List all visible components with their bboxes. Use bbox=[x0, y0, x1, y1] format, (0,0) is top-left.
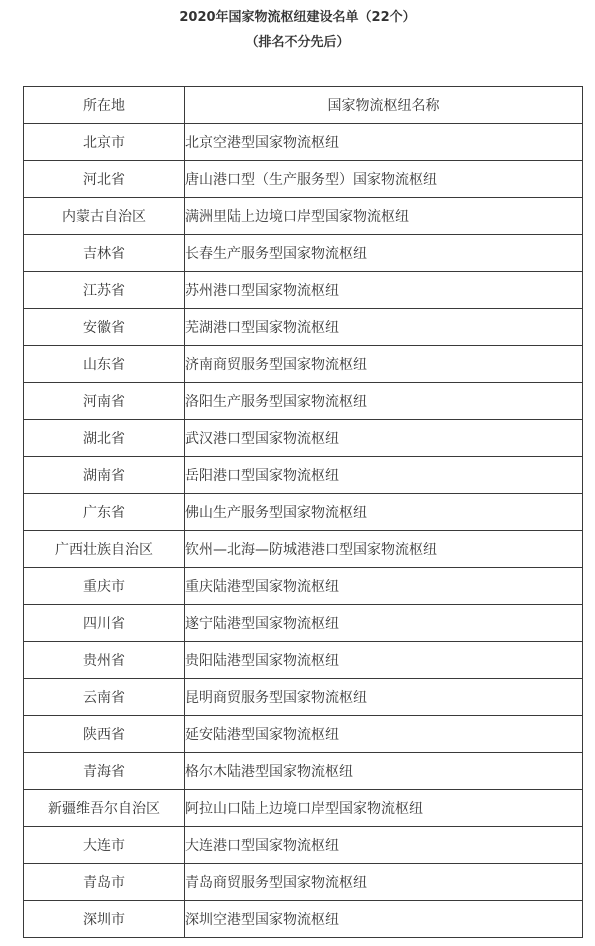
cell-location: 贵州省 bbox=[24, 642, 185, 679]
table-row bbox=[24, 716, 583, 753]
column-header-location: 所在地 bbox=[24, 87, 185, 124]
table-row bbox=[24, 124, 583, 161]
table-body bbox=[24, 124, 583, 938]
cell-hub-name: 贵阳陆港型国家物流枢纽 bbox=[185, 642, 583, 679]
table-row bbox=[24, 309, 583, 346]
column-header-hub-name: 国家物流枢纽名称 bbox=[185, 87, 583, 124]
cell-location: 江苏省 bbox=[24, 272, 185, 309]
table-row bbox=[24, 383, 583, 420]
cell-location: 河南省 bbox=[24, 383, 185, 420]
cell-location: 广西壮族自治区 bbox=[24, 531, 185, 568]
cell-hub-name: 满洲里陆上边境口岸型国家物流枢纽 bbox=[185, 198, 583, 235]
cell-location: 吉林省 bbox=[24, 235, 185, 272]
cell-location: 河北省 bbox=[24, 161, 185, 198]
cell-location: 湖南省 bbox=[24, 457, 185, 494]
cell-hub-name: 大连港口型国家物流枢纽 bbox=[185, 827, 583, 864]
cell-hub-name: 钦州—北海—防城港港口型国家物流枢纽 bbox=[185, 531, 583, 568]
table-row bbox=[24, 864, 583, 901]
cell-location: 青岛市 bbox=[24, 864, 185, 901]
table-row bbox=[24, 235, 583, 272]
cell-hub-name: 洛阳生产服务型国家物流枢纽 bbox=[185, 383, 583, 420]
cell-location: 重庆市 bbox=[24, 568, 185, 605]
table-header-row bbox=[24, 87, 583, 124]
cell-location: 青海省 bbox=[24, 753, 185, 790]
cell-location: 大连市 bbox=[24, 827, 185, 864]
cell-hub-name: 北京空港型国家物流枢纽 bbox=[185, 124, 583, 161]
cell-location: 广东省 bbox=[24, 494, 185, 531]
cell-hub-name: 长春生产服务型国家物流枢纽 bbox=[185, 235, 583, 272]
cell-hub-name: 昆明商贸服务型国家物流枢纽 bbox=[185, 679, 583, 716]
cell-location: 北京市 bbox=[24, 124, 185, 161]
cell-hub-name: 青岛商贸服务型国家物流枢纽 bbox=[185, 864, 583, 901]
cell-location: 山东省 bbox=[24, 346, 185, 383]
cell-hub-name: 遂宁陆港型国家物流枢纽 bbox=[185, 605, 583, 642]
table-row bbox=[24, 346, 583, 383]
cell-location: 内蒙古自治区 bbox=[24, 198, 185, 235]
document-subtitle: （排名不分先后） bbox=[245, 35, 350, 50]
table-row bbox=[24, 827, 583, 864]
table-row bbox=[24, 679, 583, 716]
table-row bbox=[24, 753, 583, 790]
cell-location: 新疆维吾尔自治区 bbox=[24, 790, 185, 827]
table-row bbox=[24, 272, 583, 309]
table-row bbox=[24, 531, 583, 568]
table-row bbox=[24, 790, 583, 827]
cell-hub-name: 苏州港口型国家物流枢纽 bbox=[185, 272, 583, 309]
cell-hub-name: 重庆陆港型国家物流枢纽 bbox=[185, 568, 583, 605]
logistics-hub-table bbox=[23, 86, 583, 938]
document-title: 2020年国家物流枢纽建设名单（22个） bbox=[179, 10, 416, 25]
cell-hub-name: 芜湖港口型国家物流枢纽 bbox=[185, 309, 583, 346]
cell-location: 陕西省 bbox=[24, 716, 185, 753]
table-row bbox=[24, 198, 583, 235]
table-row bbox=[24, 457, 583, 494]
cell-location: 云南省 bbox=[24, 679, 185, 716]
cell-hub-name: 深圳空港型国家物流枢纽 bbox=[185, 901, 583, 938]
cell-hub-name: 济南商贸服务型国家物流枢纽 bbox=[185, 346, 583, 383]
table-row bbox=[24, 568, 583, 605]
cell-location: 安徽省 bbox=[24, 309, 185, 346]
cell-hub-name: 武汉港口型国家物流枢纽 bbox=[185, 420, 583, 457]
cell-hub-name: 岳阳港口型国家物流枢纽 bbox=[185, 457, 583, 494]
cell-hub-name: 唐山港口型（生产服务型）国家物流枢纽 bbox=[185, 161, 583, 198]
cell-hub-name: 格尔木陆港型国家物流枢纽 bbox=[185, 753, 583, 790]
table-row bbox=[24, 420, 583, 457]
table-row bbox=[24, 642, 583, 679]
cell-location: 深圳市 bbox=[24, 901, 185, 938]
table-row bbox=[24, 605, 583, 642]
cell-location: 四川省 bbox=[24, 605, 185, 642]
table-row bbox=[24, 494, 583, 531]
cell-hub-name: 佛山生产服务型国家物流枢纽 bbox=[185, 494, 583, 531]
table-row bbox=[24, 901, 583, 938]
cell-hub-name: 延安陆港型国家物流枢纽 bbox=[185, 716, 583, 753]
cell-hub-name: 阿拉山口陆上边境口岸型国家物流枢纽 bbox=[185, 790, 583, 827]
cell-location: 湖北省 bbox=[24, 420, 185, 457]
table-row bbox=[24, 161, 583, 198]
